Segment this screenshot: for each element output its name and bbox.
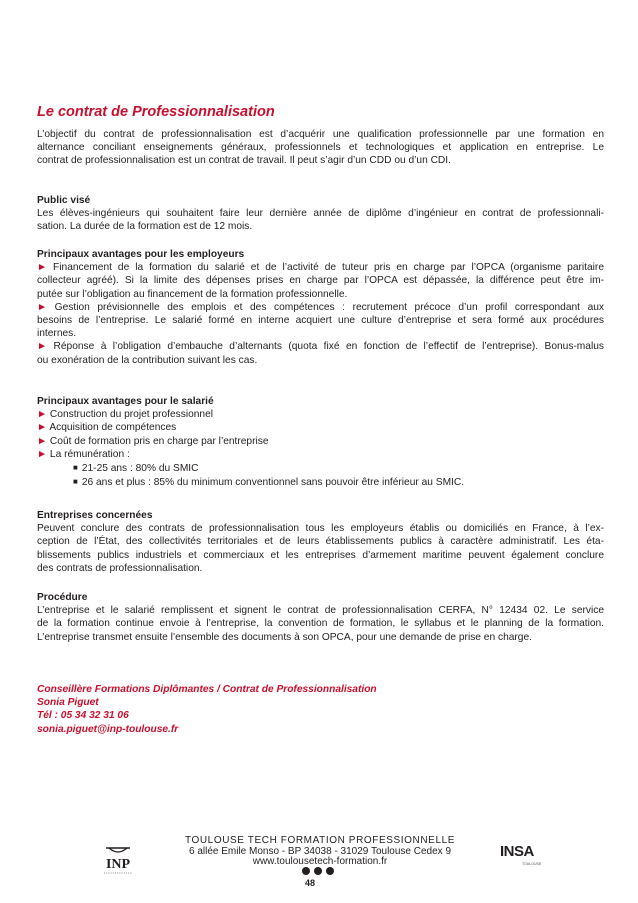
contact-block [37,683,377,736]
arrow-bullet-icon: ► [37,409,48,421]
text-line: L’entreprise et le salarié remplissent et signent le contrat de professionnalisation CERFA, N° 12434 02. Le service [37,605,604,617]
contact-name: Sonia Piguet [37,697,99,709]
footer-address [180,836,460,868]
list-item: ► Construction du projet professionnel [37,409,214,421]
footer-website[interactable]: www.toulousetech-formation.fr [252,856,388,867]
text-line: internes. [37,328,77,340]
text-line: sation. La durée de la formation est de 12 mois. [37,221,253,233]
social-icons [302,867,334,875]
social-icon[interactable] [326,867,334,875]
contact-phone: Tél : 05 34 32 31 06 [37,710,129,722]
page-number: 48 [305,878,316,888]
arrow-bullet-icon: ► [37,262,48,274]
page-title: Le contrat de Professionnalisation [37,104,275,120]
list-item: ► Acquisition de compétences [37,422,177,434]
text-line: besoins de l’entreprise. Le salarié formé en interne acquiert une culture d’entreprise et sera formé aux procédures [37,315,604,327]
section-heading: Procédure [37,592,88,603]
section-public [37,194,604,234]
footer-address-line: 6 allée Emile Monso - BP 34038 - 31029 Toulouse Cedex 9 [188,845,452,857]
square-bullet-icon: ■ [73,477,78,487]
section-salarie [37,395,604,489]
arrow-bullet-icon: ► [37,341,48,353]
text-line: putée sur l’obligation au financement de la formation professionnelle. [37,288,348,300]
section-heading: Public visé [37,195,91,206]
section-procedure [37,591,604,644]
text-line: ception de l’État, des collectivités territoriales et de leurs établissements publics à caractère administratif. Les éta- [37,536,604,548]
section-employeurs [37,248,604,367]
text-line: L’objectif du contrat de professionnalisation est d’acquérir une qualification professionnelle par une formation en [37,129,604,140]
square-bullet-icon: ■ [73,463,78,473]
inp-logo [100,846,136,876]
text-line: des contrats de professionnalisation. [37,562,203,574]
arrow-bullet-icon: ► [37,301,48,313]
intro-paragraph [37,128,604,168]
list-item: ► Coût de formation pris en charge par l’entreprise [37,435,269,447]
arrow-bullet-icon: ► [37,435,48,447]
list-item: ► Gestion prévisionnelle des emplois et des compétences : recrutement précoce d’un profil correspondant aux [37,301,604,313]
text-line: Peuvent conclure des contrats de professionnalisation tous les employeurs établis ou domiciliés en France, à l’ex- [37,523,604,535]
text-line: L’entreprise transmet ensuite l’ensemble des documents à son OPCA, pour une demande de prise en charge. [37,631,532,643]
text-line: Les élèves-ingénieurs qui souhaitent faire leur dernière année de diplôme d’ingénieur en contrat de professionnali- [37,208,604,220]
footer-org: TOULOUSE TECH FORMATION PROFESSIONNELLE [184,835,456,846]
text-line: ou exonération de la contribution suivant les cas. [37,354,258,366]
insa-logo: INSA [500,843,534,860]
insa-logo-sub: TOULOUSE [522,862,542,866]
social-icon[interactable] [302,867,310,875]
section-heading: Principaux avantages pour le salarié [37,396,214,407]
text-line: collecteur agréé). Si la limite des dépenses prises en charge par l’OPCA est dépassée, la différence peut être im- [37,275,604,287]
list-item: ► Financement de la formation du salarié et de l’activité de tuteur pris en charge par l’OPCA (organisme paritaire [37,262,604,274]
arrow-bullet-icon: ► [37,448,48,460]
list-item: ► Réponse à l’obligation d’embauche d’alternants (quota fixé en fonction de l’effectif de l’entreprise). Bonus-malus [37,341,604,353]
text-line: alternance conciliant enseignements généraux, professionnels et technologiques et application en entreprise. Le [37,142,604,154]
sub-list-item: ■ 26 ans et plus : 85% du minimum conventionnel sans pouvoir être inférieur au SMIC. [73,477,465,489]
social-icon[interactable] [314,867,322,875]
sub-list-item: ■ 21-25 ans : 80% du SMIC [73,463,199,475]
list-item: ► La rémunération : [37,448,130,460]
text-line: contrat de professionnalisation est un contrat de travail. Il peut s’agir d’un CDD ou d’un CDI. [37,155,451,167]
section-entreprises [37,509,604,575]
contact-role: Conseillère Formations Diplômantes / Contrat de Professionnalisation [37,684,377,695]
inp-logo-text: INP [105,857,131,872]
arrow-bullet-icon: ► [37,422,48,434]
text-line: blissements publics industriels et commerciaux et les entreprises d’armement maritime peuvent également conclure [37,549,604,561]
section-heading: Entreprises concernées [37,510,153,521]
section-heading: Principaux avantages pour les employeurs [37,249,245,260]
contact-email[interactable]: sonia.piguet@inp-toulouse.fr [37,723,179,735]
text-line: de la formation continue envoie à l’entreprise, la convention de formation, le syllabus et le planning de la formation. [37,618,604,630]
